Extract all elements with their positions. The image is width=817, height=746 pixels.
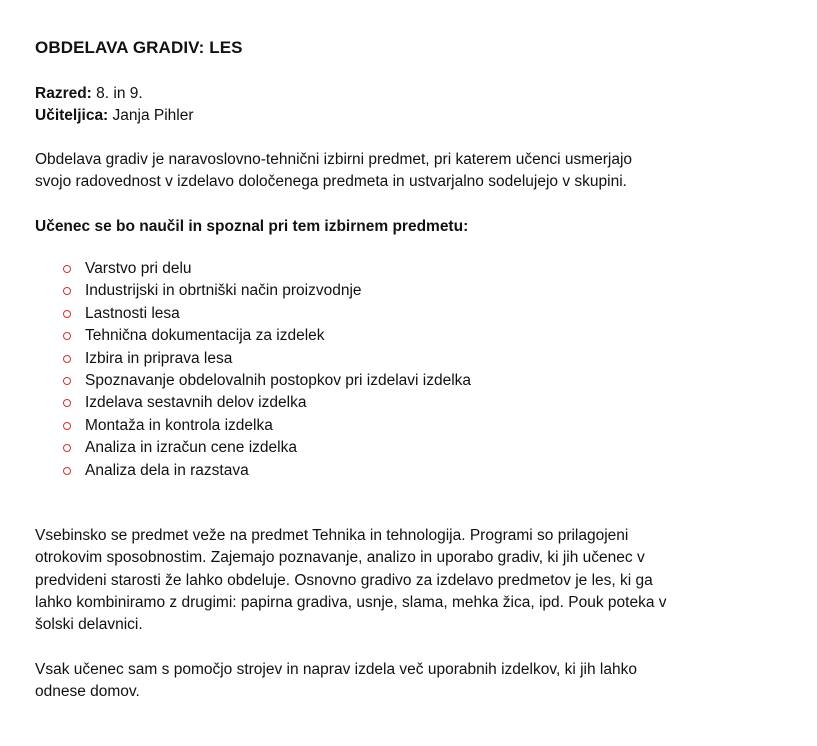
list-item <box>35 460 471 482</box>
list-item <box>35 348 471 370</box>
teacher-value: Janja Pihler <box>108 107 194 124</box>
content-line: Vsebinsko se predmet veže na predmet Tehnika in tehnologija. Programi so prilagojeni <box>35 527 629 544</box>
list-item <box>35 392 471 414</box>
teacher-label: Učiteljica: <box>35 107 109 124</box>
list-item-label: Analiza in izračun cene izdelka <box>85 439 297 457</box>
hollow-circle-bullet-icon <box>63 355 71 363</box>
hollow-circle-bullet-icon <box>63 265 71 273</box>
list-item-label: Analiza dela in razstava <box>85 461 249 479</box>
list-item <box>35 437 471 459</box>
closing-line: Vsak učenec sam s pomočjo strojev in naprav izdela več uporabnih izdelkov, ki jih lahko <box>35 661 637 678</box>
list-item <box>35 415 471 437</box>
grade-line <box>35 85 143 103</box>
list-item-label: Tehnična dokumentacija za izdelek <box>85 327 325 345</box>
teacher-line <box>35 107 194 125</box>
list-item <box>35 325 471 347</box>
hollow-circle-bullet-icon <box>63 422 71 430</box>
intro-line: Obdelava gradiv je naravoslovno-tehnični izbirni predmet, pri katerem učenci usmerjajo <box>35 151 633 168</box>
content-line: lahko kombiniramo z drugimi: papirna gradiva, usnje, slama, mehka žica, ipd. Pouk poteka v <box>35 593 667 611</box>
hollow-circle-bullet-icon <box>63 310 71 318</box>
content-line: otrokovim sposobnostim. Zajemajo poznavanje, analizo in uporabo gradiv, ki jih učenec v <box>35 549 645 567</box>
topics-heading: Učenec se bo naučil in spoznal pri tem izbirnem predmetu: <box>35 218 469 235</box>
hollow-circle-bullet-icon <box>63 467 71 475</box>
closing-paragraph <box>35 659 735 704</box>
intro-line: svojo radovednost v izdelavo določenega predmeta in ustvarjalno sodelujejo v skupini. <box>35 173 627 191</box>
page-title: OBDELAVA GRADIV: LES <box>35 38 243 57</box>
topics-list <box>35 258 471 482</box>
content-line: šolski delavnici. <box>35 616 143 634</box>
content-paragraph <box>35 525 735 636</box>
hollow-circle-bullet-icon <box>63 377 71 385</box>
list-item-label: Izdelava sestavnih delov izdelka <box>85 394 307 412</box>
grade-label: Razred: <box>35 85 92 102</box>
list-item-label: Montaža in kontrola izdelka <box>85 416 273 434</box>
hollow-circle-bullet-icon <box>63 332 71 340</box>
list-item-label: Izbira in priprava lesa <box>85 349 233 367</box>
list-item-label: Industrijski in obrtniški način proizvodnje <box>85 282 362 300</box>
closing-line: odnese domov. <box>35 683 140 701</box>
list-item-label: Varstvo pri delu <box>85 260 192 277</box>
hollow-circle-bullet-icon <box>63 444 71 452</box>
list-item <box>35 370 471 392</box>
list-item-label: Lastnosti lesa <box>85 304 180 322</box>
list-item <box>35 280 471 302</box>
hollow-circle-bullet-icon <box>63 399 71 407</box>
grade-value: 8. in 9. <box>91 85 143 102</box>
intro-paragraph <box>35 149 735 194</box>
list-item <box>35 258 471 280</box>
content-line: predvideni starosti že lahko obdeluje. Osnovno gradivo za izdelavo predmetov je les, ki ga <box>35 571 653 589</box>
hollow-circle-bullet-icon <box>63 287 71 295</box>
list-item-label: Spoznavanje obdelovalnih postopkov pri izdelavi izdelka <box>85 371 472 389</box>
list-item <box>35 303 471 325</box>
